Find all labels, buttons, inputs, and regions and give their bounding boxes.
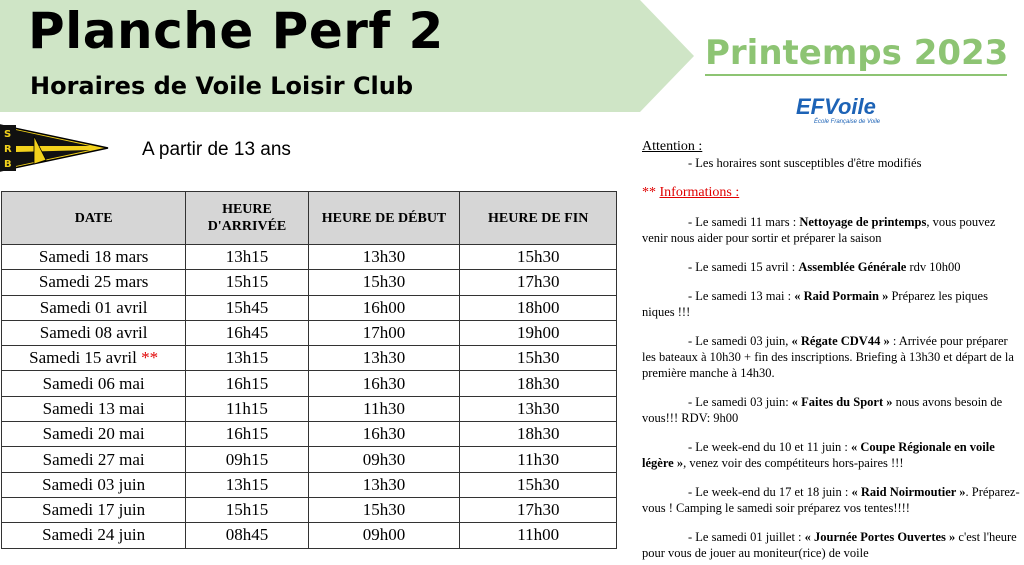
- fin-cell-text: 11h30: [517, 449, 560, 469]
- arrivee-cell-text: 13h15: [225, 474, 269, 494]
- date-cell: [2, 497, 186, 522]
- fin-cell: [460, 523, 617, 548]
- date-cell: [2, 270, 186, 295]
- arrivee-cell: [186, 270, 308, 295]
- table-row: [2, 447, 617, 472]
- club-pennant-icon: [0, 124, 110, 172]
- date-cell: [2, 346, 186, 371]
- info-item: [642, 439, 1020, 471]
- debut-cell-text: 15h30: [362, 500, 406, 520]
- fin-cell-text: 15h30: [516, 348, 560, 368]
- date-cell-text: Samedi 25 mars: [38, 272, 149, 292]
- info-item-text: , vous pouvez venir nous aider pour sortir et préparer la saison: [642, 215, 996, 245]
- fin-cell-text: 19h00: [516, 323, 560, 343]
- season-label: Printemps 2023: [705, 33, 1009, 73]
- info-item-prefix: - Le samedi 03 juin:: [688, 395, 792, 409]
- fin-cell-text: 13h30: [516, 398, 560, 418]
- debut-cell: [308, 472, 460, 497]
- date-cell-text: Samedi 08 avril: [39, 323, 148, 343]
- debut-cell: [308, 447, 460, 472]
- fin-cell-text: 18h30: [516, 424, 560, 444]
- date-cell: [2, 447, 186, 472]
- arrivee-cell: [186, 245, 308, 270]
- arrivee-cell-text: 13h15: [225, 247, 269, 267]
- info-item-prefix: - Le week-end du 10 et 11 juin :: [688, 440, 852, 454]
- debut-cell: [308, 245, 460, 270]
- date-cell-text: Samedi 15 avril: [29, 348, 137, 368]
- header-arrivee: HEURE D'ARRIVÉE: [186, 192, 308, 245]
- info-item-highlight: « Coupe Régionale en voile légère »: [642, 440, 995, 470]
- debut-cell-text: 11h30: [363, 398, 405, 418]
- arrivee-cell-text: 16h15: [225, 424, 269, 444]
- info-item: [642, 288, 1020, 320]
- fin-cell-text: 17h30: [516, 272, 560, 292]
- attention-title: Attention :: [642, 139, 703, 154]
- date-cell: [2, 422, 186, 447]
- debut-cell-text: 09h00: [362, 525, 406, 545]
- info-item-highlight: « Raid Pormain »: [794, 289, 889, 303]
- attention-text: - Les horaires sont susceptibles d'être modifiés: [688, 156, 922, 170]
- fin-cell-text: 17h30: [516, 500, 560, 520]
- arrivee-cell: [186, 422, 308, 447]
- table-row: [2, 472, 617, 497]
- arrivee-cell-text: 16h15: [225, 373, 269, 393]
- fin-cell-text: 18h30: [516, 373, 560, 393]
- arrivee-cell-text: 15h45: [225, 297, 269, 317]
- table-row: [2, 245, 617, 270]
- pennant-letter-b: B: [4, 159, 12, 170]
- date-cell: [2, 320, 186, 345]
- age-label: A partir de 13 ans: [142, 139, 291, 160]
- debut-cell: [308, 371, 460, 396]
- informations-label: Informations :: [659, 185, 740, 200]
- info-item-prefix: - Le samedi 15 avril :: [688, 260, 799, 274]
- arrivee-cell: [186, 320, 308, 345]
- debut-cell: [308, 497, 460, 522]
- date-cell-text: Samedi 01 avril: [39, 297, 148, 317]
- schedule-table: [1, 191, 617, 549]
- fin-cell: [460, 472, 617, 497]
- info-item: [642, 259, 1020, 275]
- fin-cell: [460, 346, 617, 371]
- debut-cell-text: 16h00: [362, 297, 406, 317]
- arrivee-cell: [186, 396, 308, 421]
- info-item-prefix: - Le samedi 13 mai :: [688, 289, 795, 303]
- header-date: DATE: [2, 192, 186, 245]
- info-item-highlight: Assemblée Générale: [798, 260, 907, 274]
- debut-cell-text: 16h30: [362, 424, 406, 444]
- arrivee-cell: [186, 346, 308, 371]
- table-row: [2, 497, 617, 522]
- header-debut: HEURE DE DÉBUT: [308, 192, 460, 245]
- fin-cell: [460, 320, 617, 345]
- fin-cell: [460, 295, 617, 320]
- fin-cell-text: 18h00: [516, 297, 560, 317]
- debut-cell: [308, 295, 460, 320]
- efvoile-logo: [796, 96, 896, 126]
- table-row: [2, 270, 617, 295]
- debut-cell: [308, 523, 460, 548]
- date-cell: [2, 523, 186, 548]
- date-cell-text: Samedi 20 mai: [42, 424, 145, 444]
- table-row: [2, 371, 617, 396]
- arrivee-cell-text: 13h15: [225, 348, 269, 368]
- debut-cell-text: 09h30: [362, 449, 406, 469]
- info-item: [642, 214, 1020, 246]
- debut-cell: [308, 320, 460, 345]
- info-item-prefix: - Le week-end du 17 et 18 juin :: [688, 485, 852, 499]
- fin-cell: [460, 422, 617, 447]
- header-banner: [0, 0, 695, 113]
- info-item-text: c'est l'heure pour vous de jouer au moniteur(rice) de voile: [642, 530, 1017, 560]
- debut-cell: [308, 346, 460, 371]
- date-cell-text: Samedi 18 mars: [38, 247, 149, 267]
- info-item-highlight: « Raid Noirmoutier »: [851, 485, 966, 499]
- info-item-text: . Préparez-vous ! Camping le samedi soir préparez vos tentes!!!!: [642, 485, 1020, 515]
- fin-cell-text: 15h30: [516, 474, 560, 494]
- info-item-text: , venez voir des compétiteurs hors-paires !!!: [683, 456, 904, 470]
- date-cell-text: Samedi 06 mai: [42, 373, 145, 393]
- table-row: [2, 396, 617, 421]
- date-cell: [2, 371, 186, 396]
- date-cell-text: Samedi 17 juin: [42, 500, 146, 520]
- table-row: [2, 320, 617, 345]
- info-item-text: nous avons besoin de vous!!! RDV: 9h00: [642, 395, 1003, 425]
- date-cell: [2, 295, 186, 320]
- info-item-prefix: - Le samedi 11 mars :: [688, 215, 800, 229]
- info-item-text: rdv 10h00: [906, 260, 961, 274]
- info-item: [642, 394, 1020, 426]
- debut-cell-text: 13h30: [362, 348, 406, 368]
- arrivee-cell: [186, 472, 308, 497]
- logo-tagline: École Française de Voile: [814, 119, 881, 125]
- arrivee-cell: [186, 447, 308, 472]
- pennant-letter-r: R: [4, 144, 12, 155]
- arrivee-cell: [186, 295, 308, 320]
- table-row: [2, 346, 617, 371]
- info-item-text: : Arrivée pour préparer les bateaux à 10h30 + fin des inscriptions. Briefing à 13h30 et départ de la première manche à 14h30.: [642, 334, 1014, 380]
- fin-cell: [460, 396, 617, 421]
- date-cell-text: Samedi 13 mai: [42, 398, 145, 418]
- arrivee-cell-text: 15h15: [225, 500, 269, 520]
- fin-cell: [460, 447, 617, 472]
- debut-cell: [308, 396, 460, 421]
- pennant-letter-s: S: [4, 129, 12, 140]
- date-cell-text: Samedi 24 juin: [42, 525, 146, 545]
- date-cell-text: Samedi 03 juin: [42, 474, 146, 494]
- arrivee-cell-text: 08h45: [225, 525, 269, 545]
- date-cell: [2, 245, 186, 270]
- debut-cell: [308, 422, 460, 447]
- info-panel: [642, 138, 1020, 561]
- debut-cell-text: 16h30: [362, 373, 406, 393]
- logo-text: EFVoile: [796, 94, 876, 119]
- info-item-prefix: - Le samedi 03 juin,: [688, 334, 792, 348]
- date-cell-text: Samedi 27 mai: [42, 449, 145, 469]
- info-item-text: Préparez les piques niques !!!: [642, 289, 988, 319]
- schedule-body: [2, 245, 617, 549]
- table-row: [2, 422, 617, 447]
- arrivee-cell-text: 11h15: [226, 398, 268, 418]
- info-item-highlight: « Faites du Sport »: [791, 395, 893, 409]
- fin-cell-text: 15h30: [516, 247, 560, 267]
- fin-cell: [460, 270, 617, 295]
- date-cell: [2, 396, 186, 421]
- page-subtitle: Horaires de Voile Loisir Club: [30, 72, 414, 100]
- fin-cell: [460, 497, 617, 522]
- arrivee-cell-text: 09h15: [225, 449, 269, 469]
- header-fin: HEURE DE FIN: [460, 192, 617, 245]
- season-underline: [705, 74, 1007, 76]
- info-item: [642, 333, 1020, 381]
- arrivee-cell: [186, 497, 308, 522]
- table-row: [2, 523, 617, 548]
- info-item-highlight: Nettoyage de printemps: [799, 215, 927, 229]
- informations-title: [642, 185, 1020, 201]
- fin-cell: [460, 371, 617, 396]
- arrivee-cell: [186, 523, 308, 548]
- table-row: [2, 295, 617, 320]
- table-header-row: [2, 192, 617, 245]
- fin-cell-text: 11h00: [517, 525, 560, 545]
- fin-cell: [460, 245, 617, 270]
- date-cell: [2, 472, 186, 497]
- page-title: Planche Perf 2: [28, 2, 444, 60]
- info-item-prefix: - Le samedi 01 juillet :: [688, 530, 805, 544]
- note-marker: **: [141, 348, 159, 368]
- informations-stars: **: [642, 185, 660, 200]
- info-item-highlight: « Régate CDV44 »: [791, 334, 890, 348]
- debut-cell-text: 17h00: [362, 323, 406, 343]
- arrivee-cell: [186, 371, 308, 396]
- info-items-list: [642, 214, 1020, 561]
- arrivee-cell-text: 15h15: [225, 272, 269, 292]
- debut-cell-text: 13h30: [362, 247, 406, 267]
- info-item-highlight: « Journée Portes Ouvertes »: [804, 530, 956, 544]
- info-item: [642, 484, 1020, 516]
- debut-cell: [308, 270, 460, 295]
- debut-cell-text: 15h30: [362, 272, 406, 292]
- debut-cell-text: 13h30: [362, 474, 406, 494]
- info-item: [642, 529, 1020, 561]
- arrivee-cell-text: 16h45: [225, 323, 269, 343]
